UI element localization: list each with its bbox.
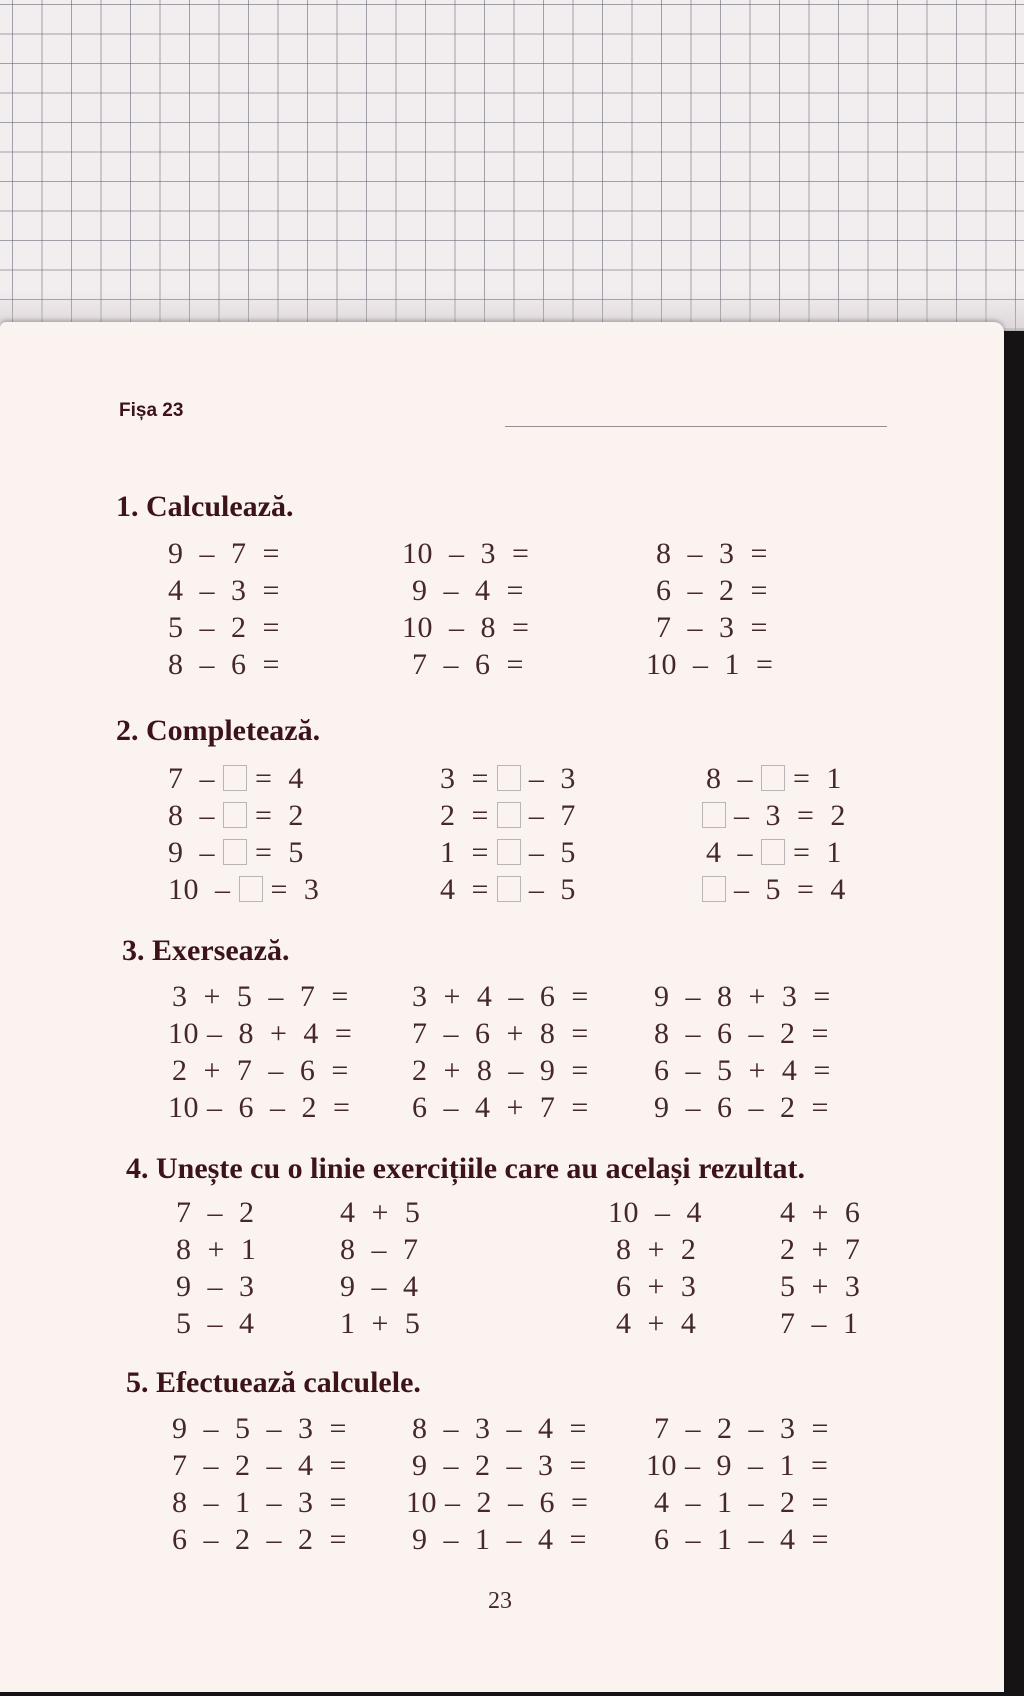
ex2-c1-r2: 8 – = 2 xyxy=(168,799,304,832)
exercise-5-title: Efectuează calculele. xyxy=(156,1366,421,1399)
ex5-c3-r2: 10 – 9 – 1 = xyxy=(646,1449,829,1482)
ex4-c4-r4: 7 – 1 xyxy=(780,1307,859,1340)
graph-paper-sheet xyxy=(0,0,1024,331)
ex2-c3-r2: – 3 = 2 xyxy=(702,799,846,833)
ex4-c3-r3: 6 + 3 xyxy=(616,1270,697,1303)
exercise-3-heading xyxy=(122,934,289,968)
ex5-c1-r2: 7 – 2 – 4 = xyxy=(172,1449,347,1482)
sheet-label: Fișa 23 xyxy=(119,400,184,421)
ex3-c3-r2: 8 – 6 – 2 = xyxy=(654,1017,829,1050)
answer-box[interactable] xyxy=(223,839,247,865)
ex1-c3-r4: 10 – 1 = xyxy=(646,648,774,681)
ex2-c2-r3: 1 = – 5 xyxy=(440,836,576,869)
ex1-c1-r2: 4 – 3 = xyxy=(168,574,280,607)
ex2-c2-r2: 2 = – 7 xyxy=(440,799,576,832)
ex5-c3-r1: 7 – 2 – 3 = xyxy=(654,1412,829,1445)
answer-box[interactable] xyxy=(761,839,785,865)
exercise-3-title: Exersează. xyxy=(152,934,290,967)
answer-box[interactable] xyxy=(223,802,247,828)
worksheet-page xyxy=(0,322,1004,1692)
exercise-5-heading xyxy=(126,1366,421,1400)
ex4-c1-r2: 8 + 1 xyxy=(176,1233,257,1266)
ex1-c2-r4: 7 – 6 = xyxy=(412,648,524,681)
ex3-c1-r4: 10 – 6 – 2 = xyxy=(168,1091,351,1124)
ex2-c3-r3: 4 – = 1 xyxy=(706,836,842,869)
ex3-c1-r1: 3 + 5 – 7 = xyxy=(172,980,349,1013)
exercise-2-number: 2. xyxy=(116,714,139,747)
ex5-c3-r3: 4 – 1 – 2 = xyxy=(654,1486,829,1519)
ex5-c1-r1: 9 – 5 – 3 = xyxy=(172,1412,347,1445)
answer-box[interactable] xyxy=(702,802,726,828)
ex3-c2-r4: 6 – 4 + 7 = xyxy=(412,1091,589,1124)
exercise-2-heading xyxy=(116,714,320,748)
ex2-c1-r4: 10 – = 3 xyxy=(168,873,320,906)
ex5-c1-r3: 8 – 1 – 3 = xyxy=(172,1486,347,1519)
name-line xyxy=(505,426,887,427)
exercise-1-number: 1. xyxy=(116,490,139,523)
ex3-c3-r3: 6 – 5 + 4 = xyxy=(654,1054,831,1087)
ex3-c1-r3: 2 + 7 – 6 = xyxy=(172,1054,349,1087)
ex4-c2-r4: 1 + 5 xyxy=(340,1307,421,1340)
ex2-c3-r1: 8 – = 1 xyxy=(706,762,842,795)
answer-box[interactable] xyxy=(497,765,521,791)
answer-box[interactable] xyxy=(497,876,521,902)
ex3-c2-r2: 7 – 6 + 8 = xyxy=(412,1017,589,1050)
exercise-4-number: 4. xyxy=(126,1152,149,1185)
ex1-c2-r1: 10 – 3 = xyxy=(402,537,530,570)
exercise-4-heading xyxy=(126,1152,805,1186)
answer-box[interactable] xyxy=(239,876,263,902)
ex2-c2-r4: 4 = – 5 xyxy=(440,873,576,906)
ex3-c2-r3: 2 + 8 – 9 = xyxy=(412,1054,589,1087)
ex1-c1-r1: 9 – 7 = xyxy=(168,537,280,570)
ex2-c1-r3: 9 – = 5 xyxy=(168,836,304,869)
ex4-c2-r3: 9 – 4 xyxy=(340,1270,419,1303)
ex4-c1-r1: 7 – 2 xyxy=(176,1196,255,1229)
ex4-c3-r1: 10 – 4 xyxy=(608,1196,702,1229)
ex3-c1-r2: 10 – 8 + 4 = xyxy=(168,1017,353,1050)
ex4-c1-r4: 5 – 4 xyxy=(176,1307,255,1340)
ex5-c2-r2: 9 – 2 – 3 = xyxy=(412,1449,587,1482)
answer-box[interactable] xyxy=(702,876,726,902)
ex2-c2-r1: 3 = – 3 xyxy=(440,762,576,795)
answer-box[interactable] xyxy=(497,802,521,828)
ex1-c2-r3: 10 – 8 = xyxy=(402,611,530,644)
ex5-c2-r1: 8 – 3 – 4 = xyxy=(412,1412,587,1445)
exercise-1-title: Calculează. xyxy=(146,490,294,523)
ex1-c1-r3: 5 – 2 = xyxy=(168,611,280,644)
ex1-c3-r3: 7 – 3 = xyxy=(656,611,768,644)
exercise-4-title: Unește cu o linie exercițiile care au același rezultat. xyxy=(156,1152,805,1185)
ex4-c4-r1: 4 + 6 xyxy=(780,1196,861,1229)
ex1-c1-r4: 8 – 6 = xyxy=(168,648,280,681)
ex1-c3-r1: 8 – 3 = xyxy=(656,537,768,570)
ex2-c3-r4: – 5 = 4 xyxy=(702,873,846,907)
ex5-c3-r4: 6 – 1 – 4 = xyxy=(654,1523,829,1556)
answer-box[interactable] xyxy=(497,839,521,865)
answer-box[interactable] xyxy=(223,765,247,791)
ex4-c2-r1: 4 + 5 xyxy=(340,1196,421,1229)
ex3-c2-r1: 3 + 4 – 6 = xyxy=(412,980,589,1013)
ex4-c4-r2: 2 + 7 xyxy=(780,1233,861,1266)
ex4-c1-r3: 9 – 3 xyxy=(176,1270,255,1303)
answer-box[interactable] xyxy=(761,765,785,791)
ex5-c1-r4: 6 – 2 – 2 = xyxy=(172,1523,347,1556)
exercise-1-heading xyxy=(116,490,293,524)
exercise-2-title: Completează. xyxy=(146,714,321,747)
ex5-c2-r4: 9 – 1 – 4 = xyxy=(412,1523,587,1556)
ex4-c2-r2: 8 – 7 xyxy=(340,1233,419,1266)
ex3-c3-r4: 9 – 6 – 2 = xyxy=(654,1091,829,1124)
ex1-c2-r2: 9 – 4 = xyxy=(412,574,524,607)
page-number: 23 xyxy=(488,1588,512,1614)
ex4-c4-r3: 5 + 3 xyxy=(780,1270,861,1303)
ex1-c3-r2: 6 – 2 = xyxy=(656,574,768,607)
ex4-c3-r4: 4 + 4 xyxy=(616,1307,697,1340)
ex2-c1-r1: 7 – = 4 xyxy=(168,762,304,795)
ex3-c3-r1: 9 – 8 + 3 = xyxy=(654,980,831,1013)
ex4-c3-r2: 8 + 2 xyxy=(616,1233,697,1266)
exercise-5-number: 5. xyxy=(126,1366,149,1399)
ex5-c2-r3: 10 – 2 – 6 = xyxy=(406,1486,589,1519)
exercise-3-number: 3. xyxy=(122,934,145,967)
